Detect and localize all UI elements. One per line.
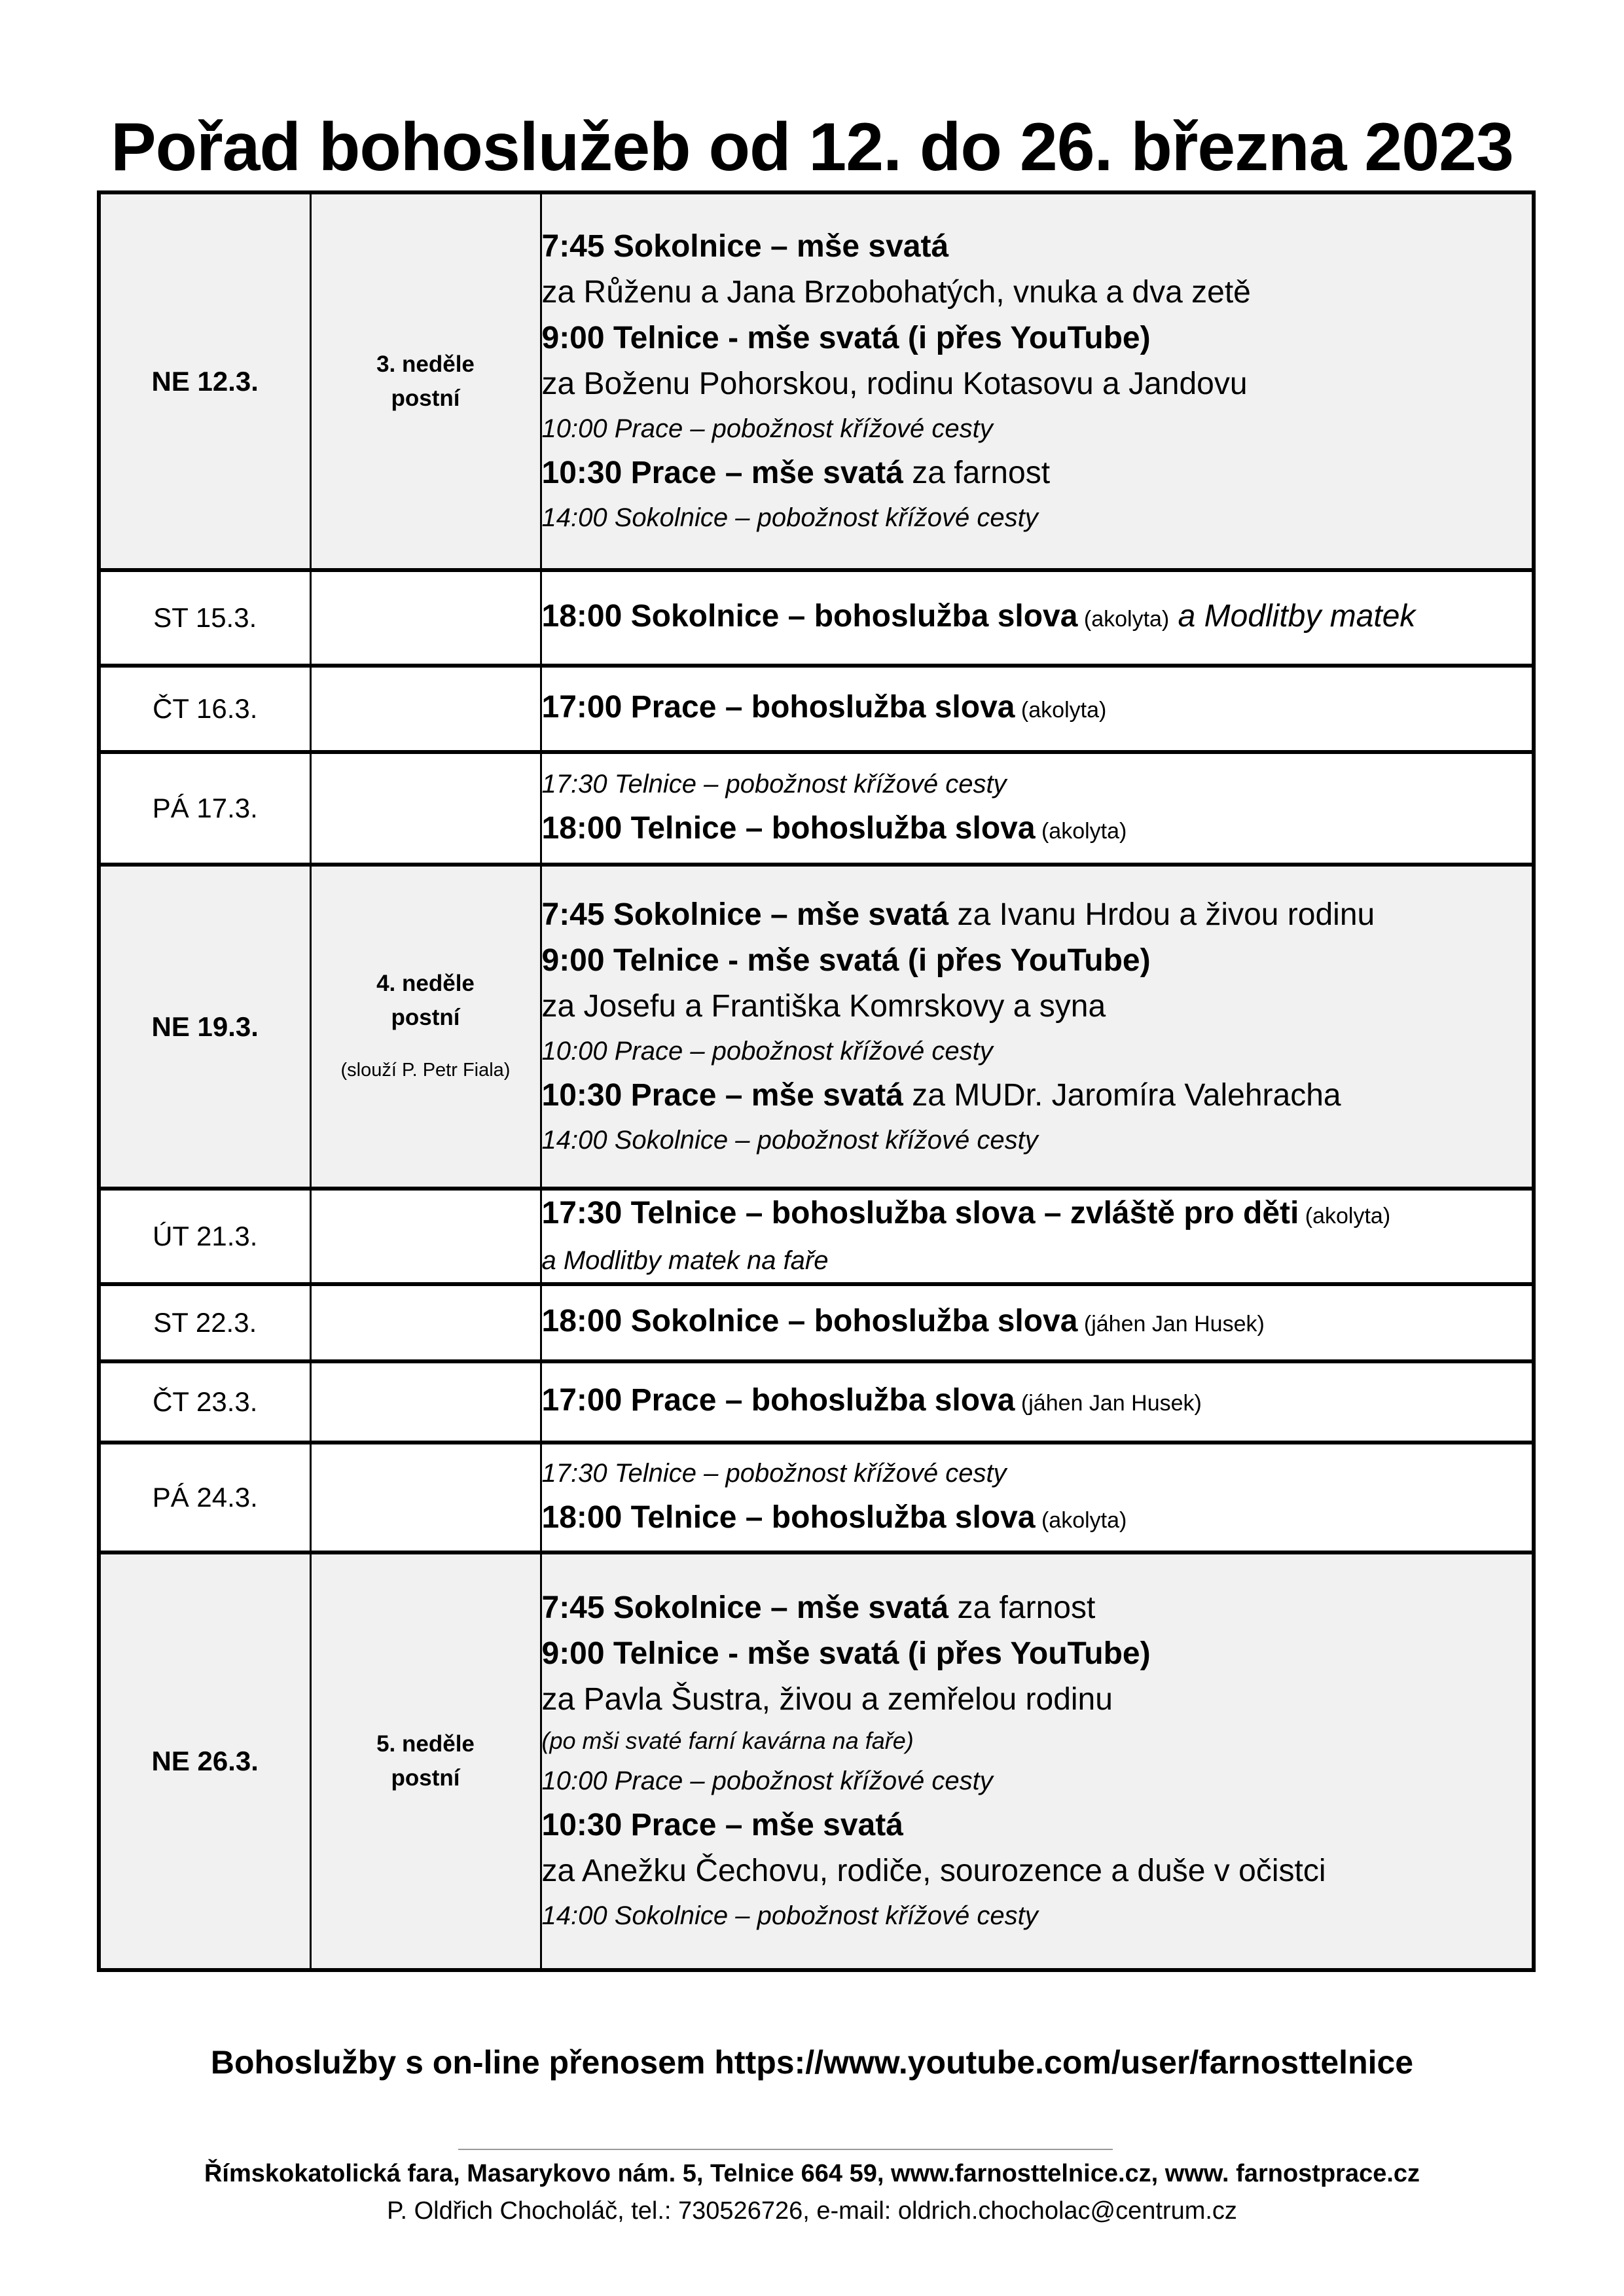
row-liturgical-week [310,1284,541,1361]
event-line [542,450,1532,496]
event-text: za MUDr. Jaromíra Valehracha [903,1077,1341,1113]
event-line [542,1585,1532,1631]
row-liturgical-week [310,1443,541,1552]
event-line [542,1759,1532,1803]
schedule-row [99,570,1534,666]
event-text: za Josefu a Františka Komrskovy a syna [541,988,1106,1024]
event-italic: 10:00 Prace – pobožnost křížové cesty [541,414,993,443]
event-italic: a Modlitby matek na faře [541,1246,829,1275]
event-bold: 17:00 Prace – bohoslužba slova [541,1383,1015,1418]
row-day: ÚT 21.3. [99,1189,310,1284]
schedule-row [99,752,1534,865]
event-line [542,496,1532,539]
event-text: za farnost [948,1590,1096,1625]
event-text: za Růženu a Jana Brzobohatých, vnuka a dva zetě [541,274,1251,310]
row-liturgical-week [310,1361,541,1443]
row-day: NE 12.3. [99,192,310,570]
row-liturgical-week [310,1189,541,1284]
event-bold: 17:30 Telnice – bohoslužba slova – zvláště pro děti [541,1196,1299,1230]
row-day: NE 26.3. [99,1552,310,1970]
row-events [541,192,1534,570]
event-line [542,1378,1532,1426]
week-note: (slouží P. Petr Fiala) [340,1059,511,1081]
row-events [541,1284,1534,1361]
event-line [542,224,1532,270]
broadcast-note: Bohoslužby s on-line přenosem https://www.youtube.com/user/farnosttelnice [210,2044,1414,2081]
schedule-row [99,1552,1534,1970]
event-line [542,762,1532,806]
event-small: (akolyta) [1015,698,1107,723]
event-bold: 10:30 Prace – mše svatá [541,455,903,490]
event-line [542,1723,1532,1759]
event-line [542,685,1532,733]
schedule-row [99,865,1534,1189]
event-line [542,938,1532,984]
event-italic: 17:30 Telnice – pobožnost křížové cesty [541,770,1007,798]
event-small: (akolyta) [1077,607,1170,632]
event-line [542,1452,1532,1495]
event-line [542,1239,1532,1282]
schedule-table [97,190,1536,1972]
page-title: Pořad bohoslužeb od 12. do 26. března 2023 [111,109,1513,185]
event-line [542,1677,1532,1723]
row-liturgical-week [310,570,541,666]
parish-contact: P. Oldřich Chocholáč, tel.: 730526726, e-mail: oldrich.chocholac@centrum.cz [387,2197,1237,2225]
event-small: (akolyta) [1299,1204,1391,1229]
schedule-row [99,192,1534,570]
event-line [542,1191,1532,1239]
schedule-row [99,666,1534,752]
row-liturgical-week [310,192,541,570]
parish-address: Římskokatolická fara, Masarykovo nám. 5, Telnice 664 59, www.farnosttelnice.cz, www. farnostprace.cz [204,2160,1420,2187]
row-events [541,1552,1534,1970]
event-line [542,361,1532,407]
row-liturgical-week [310,865,541,1189]
event-italic: 10:00 Prace – pobožnost křížové cesty [541,1036,993,1066]
row-events [541,865,1534,1189]
event-bold: 10:30 Prace – mše svatá [541,1808,903,1842]
event-small: (jáhen Jan Husek) [1015,1391,1202,1416]
row-day: PÁ 17.3. [99,752,310,865]
event-bold: 10:30 Prace – mše svatá [541,1077,903,1113]
event-line [542,1848,1532,1894]
event-line [542,594,1532,642]
row-day: ČT 16.3. [99,666,310,752]
schedule-row [99,1284,1534,1361]
event-bold: 18:00 Sokolnice – bohoslužba slova [541,1304,1078,1338]
event-line [542,1299,1532,1347]
event-bold: 18:00 Sokolnice – bohoslužba slova [541,599,1078,634]
week-label: 4. neděle postní [376,970,475,1030]
row-events [541,1443,1534,1552]
event-line [542,1030,1532,1073]
event-text: za farnost [903,455,1051,490]
event-small: (akolyta) [1035,819,1127,844]
schedule-row [99,1189,1534,1284]
event-line [542,270,1532,315]
event-bold: 9:00 Telnice - mše svatá (i přes YouTube) [541,1636,1151,1671]
schedule-row [99,1443,1534,1552]
row-events [541,752,1534,865]
event-line [542,1803,1532,1848]
event-bold: 9:00 Telnice - mše svatá (i přes YouTube) [541,320,1151,355]
footer-divider [458,2149,1113,2150]
row-liturgical-week [310,666,541,752]
event-line [542,1495,1532,1543]
row-events [541,1189,1534,1284]
event-bold: 9:00 Telnice - mše svatá (i přes YouTube) [541,942,1151,978]
row-events [541,1361,1534,1443]
row-events [541,666,1534,752]
event-italic: 14:00 Sokolnice – pobožnost křížové cesty [541,503,1038,532]
row-liturgical-week [310,752,541,865]
event-line [542,1073,1532,1119]
week-label: 3. neděle postní [376,351,475,411]
event-line [542,407,1532,450]
event-bold: 7:45 Sokolnice – mše svatá [541,228,949,264]
event-line [542,1631,1532,1677]
event-italic: 10:00 Prace – pobožnost křížové cesty [541,1767,993,1795]
event-line [542,315,1532,361]
event-line [542,892,1532,938]
event-sub: (po mši svaté farní kavárna na faře) [541,1727,914,1754]
event-line [542,1119,1532,1162]
event-line [542,1894,1532,1937]
schedule-row [99,1361,1534,1443]
event-italic: 14:00 Sokolnice – pobožnost křížové cesty [541,1901,1038,1930]
row-day: PÁ 24.3. [99,1443,310,1552]
event-text: za Anežku Čechovu, rodiče, sourozence a duše v očistci [541,1854,1326,1888]
event-bold: 17:00 Prace – bohoslužba slova [541,690,1015,725]
event-line [542,984,1532,1030]
event-text: za Ivanu Hrdou a živou rodinu [948,897,1375,932]
row-liturgical-week [310,1552,541,1970]
event-bold: 7:45 Sokolnice – mše svatá [541,1590,949,1625]
row-day: NE 19.3. [99,865,310,1189]
row-events [541,570,1534,666]
event-small: (jáhen Jan Husek) [1077,1312,1265,1336]
row-day: ST 15.3. [99,570,310,666]
event-bold: 7:45 Sokolnice – mše svatá [541,897,949,932]
event-small: (akolyta) [1035,1508,1127,1533]
row-day: ST 22.3. [99,1284,310,1361]
week-label: 5. neděle postní [376,1731,475,1791]
event-text: za Boženu Pohorskou, rodinu Kotasovu a Jandovu [541,366,1248,401]
event-text: za Pavla Šustra, živou a zemřelou rodinu [541,1682,1113,1717]
event-italic: 17:30 Telnice – pobožnost křížové cesty [541,1459,1007,1488]
event-italic-tail: a Modlitby matek [1169,599,1416,634]
event-line [542,806,1532,854]
event-italic: 14:00 Sokolnice – pobožnost křížové cesty [541,1125,1038,1155]
event-bold: 18:00 Telnice – bohoslužba slova [541,811,1036,846]
event-bold: 18:00 Telnice – bohoslužba slova [541,1500,1036,1535]
row-day: ČT 23.3. [99,1361,310,1443]
